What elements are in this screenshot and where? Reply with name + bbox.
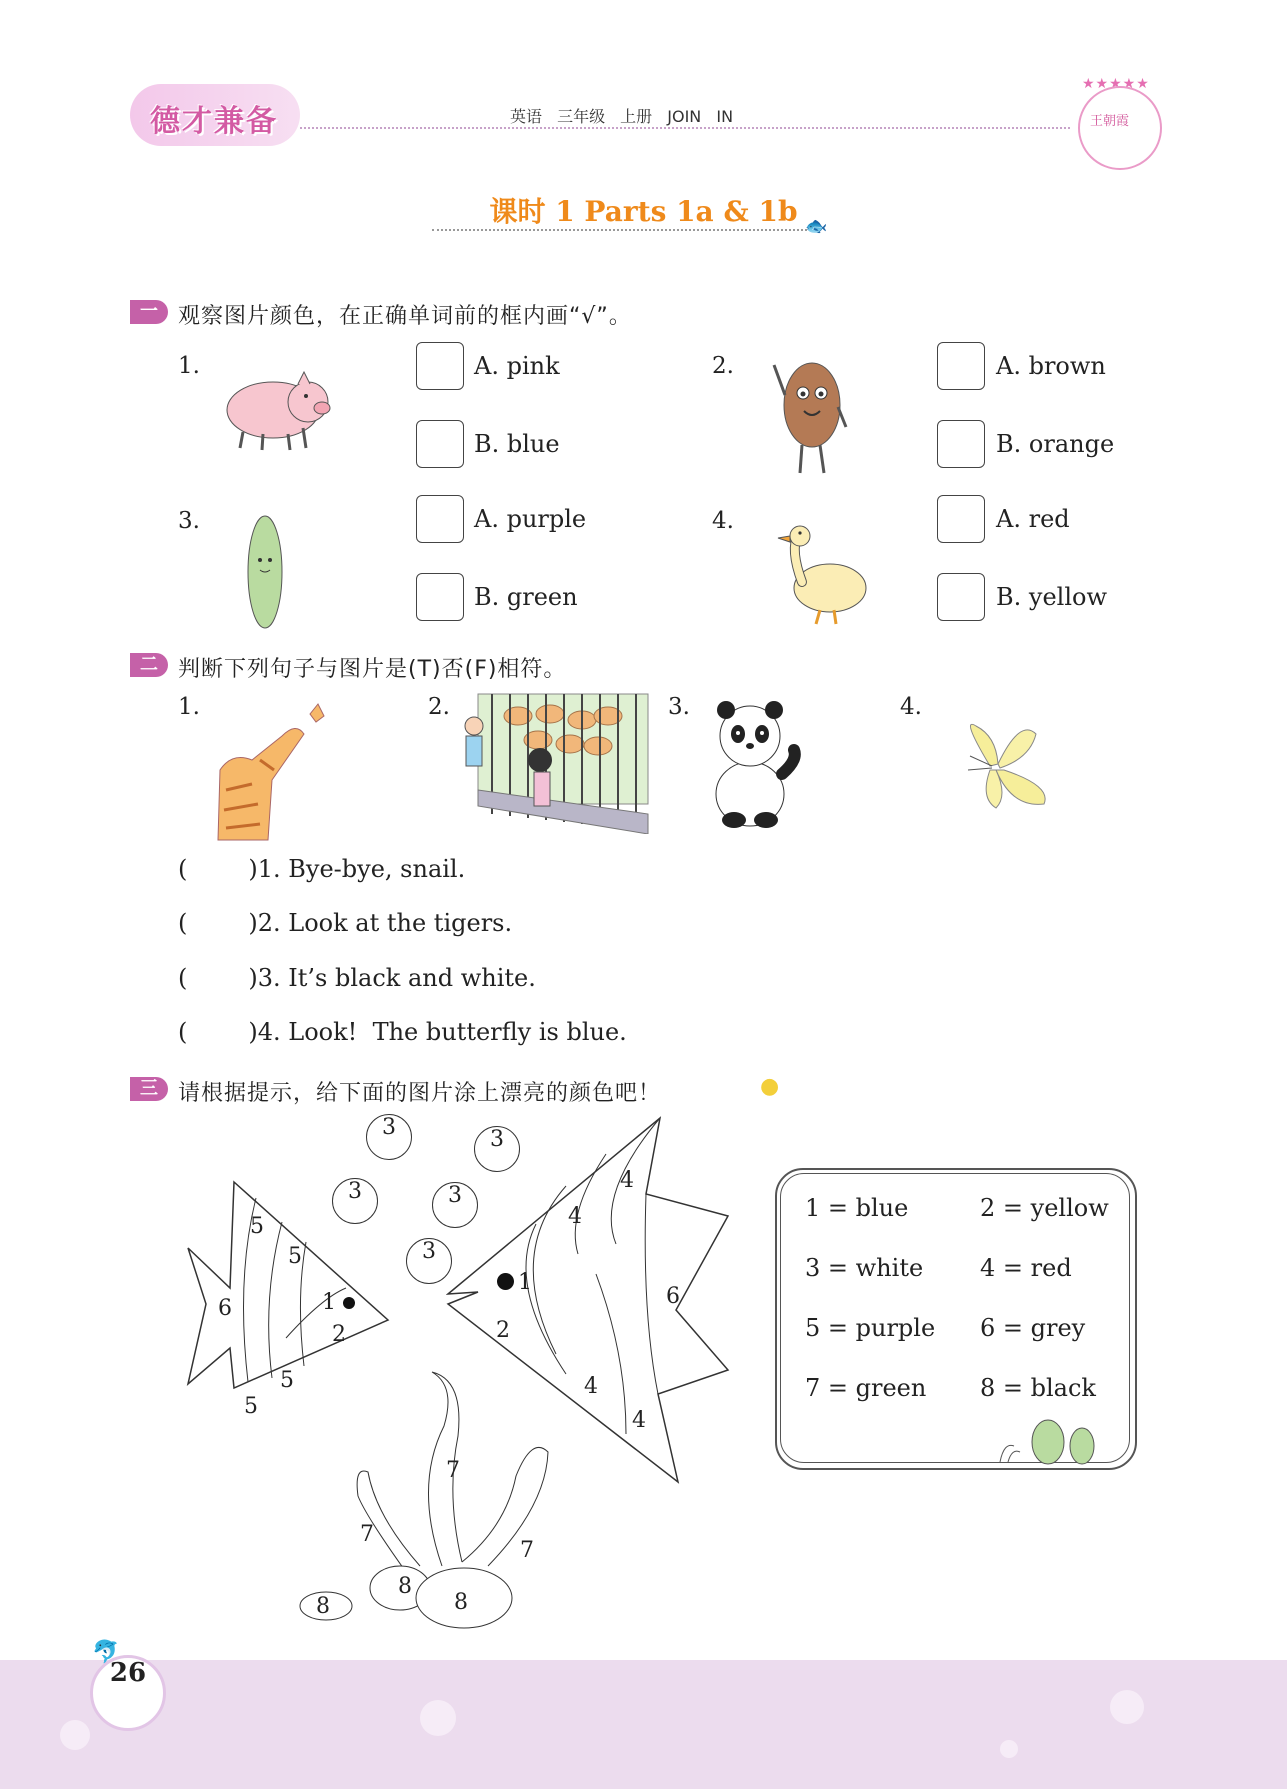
series-logo: 德才兼备	[150, 104, 278, 139]
picture-number: 1.	[178, 694, 200, 720]
picture-number: 2.	[428, 694, 450, 720]
cactus-decoration-icon	[990, 1412, 1100, 1466]
item-number: 3.	[178, 508, 200, 534]
fish-number: 2	[496, 1318, 510, 1343]
right-fish-eye	[497, 1273, 514, 1290]
option-label: B. blue	[474, 430, 560, 458]
page-number: 26	[90, 1655, 166, 1731]
picture-number: 4.	[900, 694, 922, 720]
fish-number: 4	[568, 1204, 582, 1229]
fish-number: 5	[288, 1244, 302, 1269]
legend-entry: 2 = yellow	[980, 1194, 1109, 1222]
option-label: A. purple	[474, 505, 587, 533]
rock-number: 8	[454, 1590, 468, 1615]
checkbox-1b[interactable]	[416, 420, 464, 468]
checkbox-1a[interactable]	[416, 342, 464, 390]
section2-badge: 二	[130, 653, 168, 677]
tiger-picture	[212, 700, 342, 842]
fish-number: 4	[632, 1408, 646, 1433]
sentence-4: ( )4. Look! The butterfly is blue.	[178, 1018, 627, 1046]
lesson-title: 课时 1 Parts 1a & 1b	[489, 195, 798, 228]
seaweed-number: 7	[360, 1522, 374, 1547]
bubble-number: 3	[406, 1238, 452, 1284]
butterfly-picture	[940, 716, 1060, 814]
checkbox-3a[interactable]	[416, 495, 464, 543]
decorative-bubble	[60, 1720, 90, 1750]
bubble-number: 3	[332, 1178, 378, 1224]
fish-number: 4	[620, 1168, 634, 1193]
fish-number: 5	[244, 1394, 258, 1419]
decorative-bubble	[420, 1700, 456, 1736]
seal-stars: ★★★★★	[1082, 76, 1150, 92]
item-number: 1.	[178, 353, 200, 379]
panda-picture	[706, 696, 802, 830]
sentence-2: ( )2. Look at the tigers.	[178, 909, 513, 937]
section3-instruction: 请根据提示，给下面的图片涂上漂亮的颜色吧！	[178, 1081, 662, 1106]
seaweed-number: 7	[520, 1538, 534, 1563]
dolphin-icon: 🐬	[92, 1640, 120, 1665]
rock-number: 8	[316, 1594, 330, 1619]
bubble-number: 3	[474, 1126, 520, 1172]
checkbox-4b[interactable]	[937, 573, 985, 621]
section2-instruction: 判断下列句子与图片是(T)否(F)相符。	[178, 657, 567, 682]
option-label: A. red	[996, 505, 1070, 533]
option-label: B. orange	[996, 430, 1115, 458]
legend-entry: 8 = black	[980, 1374, 1096, 1402]
footer-band	[0, 1660, 1287, 1789]
option-label: A. brown	[996, 352, 1106, 380]
left-fish-eye	[343, 1297, 355, 1309]
pig-picture	[218, 362, 334, 452]
legend-entry: 1 = blue	[805, 1194, 909, 1222]
section3-badge: 三	[130, 1077, 168, 1101]
legend-entry: 7 = green	[805, 1374, 927, 1402]
checkbox-3b[interactable]	[416, 573, 464, 621]
left-fish-drawing	[186, 1178, 392, 1392]
rock-number: 8	[398, 1574, 412, 1599]
fish-number: 6	[666, 1284, 680, 1309]
option-label: B. yellow	[996, 583, 1107, 611]
potato-picture	[770, 355, 850, 480]
zoo-tigers-picture	[458, 690, 654, 834]
seal-text: 王朝霞	[1090, 114, 1130, 129]
legend-entry: 6 = grey	[980, 1314, 1086, 1342]
sentence-3: ( )3. It’s black and white.	[178, 964, 536, 992]
fish-number: 2	[332, 1322, 346, 1347]
fish-number: 4	[584, 1374, 598, 1399]
bubble-number: 3	[432, 1182, 478, 1228]
seaweed-drawing	[296, 1366, 566, 1630]
fish-number: 1	[322, 1290, 336, 1315]
seaweed-number: 7	[446, 1458, 460, 1483]
section1-badge: 一	[130, 300, 168, 324]
picture-number: 3.	[668, 694, 690, 720]
decorative-bubble	[1110, 1690, 1144, 1724]
header-subject-line: 英语 三年级 上册 JOIN IN	[510, 107, 734, 126]
legend-entry: 3 = white	[805, 1254, 924, 1282]
checkbox-4a[interactable]	[937, 495, 985, 543]
fish-number: 1	[518, 1270, 532, 1295]
fish-number: 6	[218, 1296, 232, 1321]
fish-number: 5	[250, 1214, 264, 1239]
section1-instruction: 观察图片颜色，在正确单词前的框内画“√”。	[178, 304, 632, 329]
small-fish-icon: 🐟	[805, 216, 828, 237]
lesson-title-underline	[432, 229, 807, 231]
checkbox-2b[interactable]	[937, 420, 985, 468]
cucumber-picture	[240, 512, 290, 632]
option-label: B. green	[474, 583, 578, 611]
sentence-1: ( )1. Bye-bye, snail.	[178, 855, 466, 883]
item-number: 2.	[712, 353, 734, 379]
option-label: A. pink	[474, 352, 560, 380]
duck-picture	[770, 520, 870, 630]
decorative-bubble	[1000, 1740, 1018, 1758]
header-dotted-line	[300, 127, 1070, 129]
lightbulb-icon: ●	[760, 1074, 780, 1099]
fish-number: 5	[280, 1368, 294, 1393]
checkbox-2a[interactable]	[937, 342, 985, 390]
item-number: 4.	[712, 508, 734, 534]
legend-entry: 4 = red	[980, 1254, 1072, 1282]
bubble-number: 3	[366, 1114, 412, 1160]
legend-entry: 5 = purple	[805, 1314, 936, 1342]
